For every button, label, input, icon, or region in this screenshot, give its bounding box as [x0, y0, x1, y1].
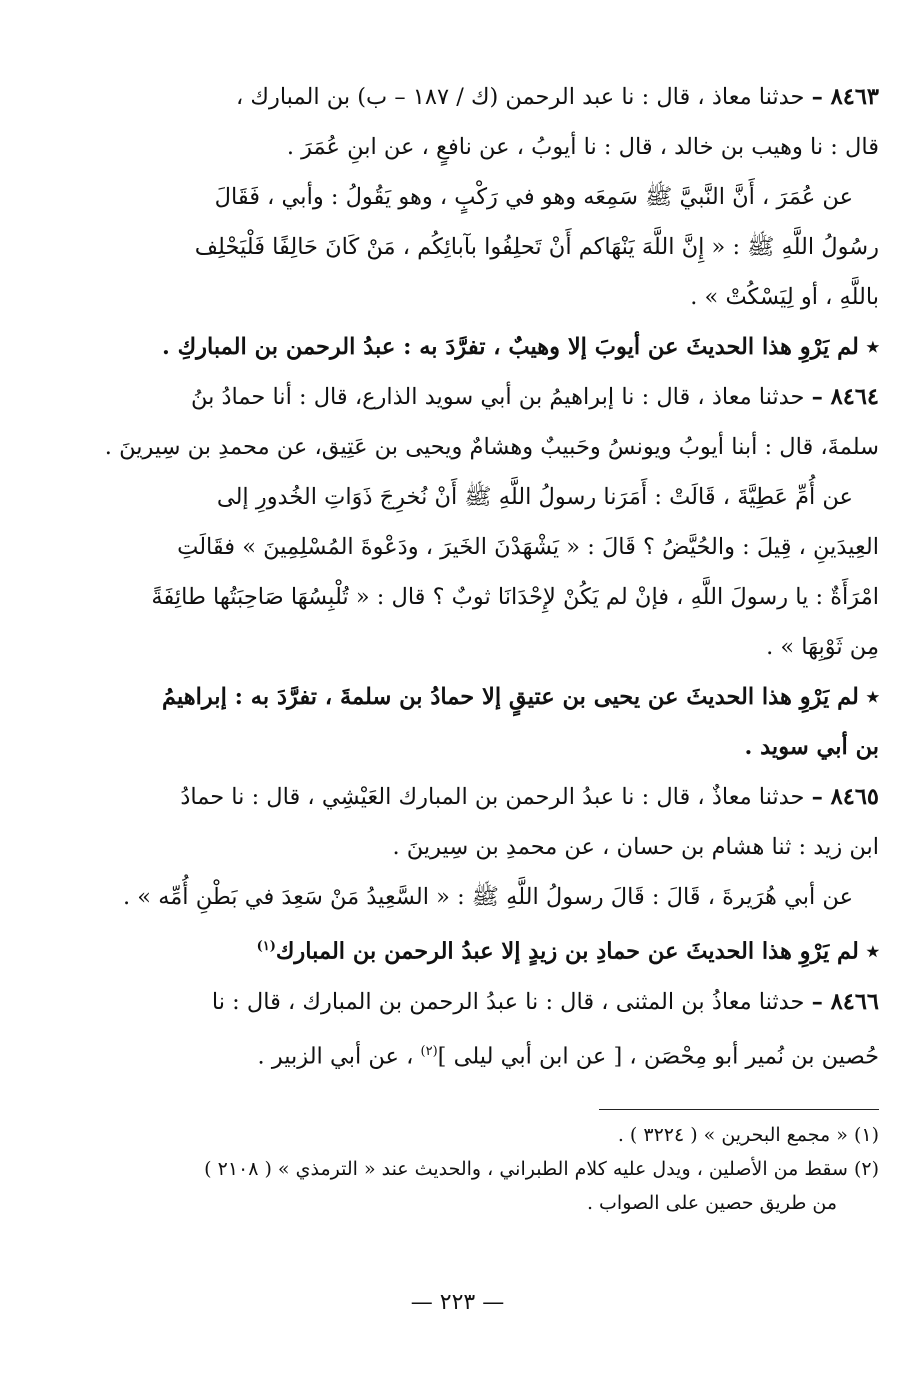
footnote-text: « مجمع البحرين » ( ٣٢٢٤ ) . — [617, 1124, 848, 1146]
hadith-8464-note-2: بن أبي سويد . — [744, 734, 879, 760]
hadith-text: حدثنا معاذُ بن المثنى ، قال : نا عبدُ الرحمن بن المبارك ، قال : نا — [211, 988, 805, 1015]
hadith-8465-line-1 — [44, 772, 879, 822]
hadith-number: ٨٤٦٣ – — [811, 84, 879, 110]
hadith-number: ٨٤٦٥ – — [811, 784, 879, 810]
hadith-8464-line-5: امْرَأَةٌ : يا رسولَ اللَّهِ ، فإنْ لم يَكُنْ لإِحْدَانَا ثوبٌ ؟ قال : « تُلْبِسُهَا صَاحِبَتُها طائِفَةً — [151, 584, 879, 610]
page-number: — ٢٢٣ — — [410, 1290, 505, 1315]
hadith-text-end: ، عن أبي الزبير . — [257, 1043, 421, 1069]
hadith-8464-line-3: عن أُمِّ عَطِيَّةَ ، قَالَتْ : أَمَرَنا رسولُ اللَّهِ ﷺ أَنْ نُخرِجَ ذَوَاتِ الخُدورِ إلى — [216, 484, 853, 510]
hadith-8464-line-4: العِيدَينِ ، قِيلَ : والحُيَّضُ ؟ قَالَ : « يَشْهَدْنَ الخَيرَ ، ودَعْوةَ المُسْلِمِينَ » فقَالَتِ — [177, 534, 879, 560]
hadith-8463-line-5: باللَّهِ ، أو لِيَسْكُتْ » . — [690, 284, 879, 310]
hadith-8466-line-1 — [44, 977, 879, 1027]
hadith-number: ٨٤٦٦ – — [811, 988, 879, 1015]
footnote-1 — [44, 1118, 879, 1152]
hadith-8464-line-6: مِن ثَوْبِهَا » . — [766, 634, 879, 660]
hadith-8465-note — [44, 922, 879, 977]
hadith-8465-line-2: ابن زيد : ثنا هشام بن حسان ، عن محمدِ بن سِيرينَ . — [392, 834, 879, 860]
hadith-8464-line-1 — [44, 372, 879, 422]
hadith-8465-line-3: عن أبي هُرَيرةَ ، قَالَ : قَالَ رسولُ اللَّهِ ﷺ : « السَّعِيدُ مَنْ سَعِدَ في بَطْنِ أُمِّه » . — [122, 884, 853, 910]
footnote-mark: (١) — [853, 1124, 879, 1146]
hadith-text: حدثنا معاذ ، قال : نا إبراهيمُ بن أبي سويد الذارع، قال : أنا حمادُ بنُ — [190, 384, 805, 410]
footnote-2-continuation: من طريق حصين على الصواب . — [586, 1192, 837, 1214]
hadith-text: حدثنا معاذ ، قال : نا عبد الرحمن (ك / ١٨٧ – ب) بن المبارك ، — [236, 84, 805, 110]
hadith-8463-line-4: رسُولُ اللَّهِ ﷺ : « إِنَّ اللَّهَ يَنْهَاكم أَنْ تَحلِفُوا بآبائِكُم ، مَنْ كَانَ حَالِفًا فَلْيَحْلِف — [194, 234, 879, 260]
hadith-8466-line-2 — [44, 1027, 879, 1082]
hadith-text: حُصين بن نُمير أبو مِحْصَن ، [ عن ابن أبي ليلى ] — [437, 1043, 879, 1069]
footnote-text: سقط من الأصلين ، ويدل عليه كلام الطبراني ، والحديث عند « الترمذي » ( ٢١٠٨ ) — [204, 1158, 848, 1180]
footnote-mark: (٢) — [853, 1158, 879, 1180]
hadith-text: حدثنا معاذٌ ، قال : نا عبدُ الرحمن بن المبارك العَيْشِي ، قال : نا حمادُ — [180, 784, 805, 810]
footnote-ref-1: (١) — [256, 939, 276, 954]
hadith-8463-note: ٭ لم يَرْوِ هذا الحديثَ عن أيوبَ إلا وهيبٌ ، تفرَّدَ به : عبدُ الرحمن بن المباركِ . — [161, 334, 879, 360]
footnote-2 — [44, 1152, 879, 1186]
hadith-8464-note-1: ٭ لم يَرْوِ هذا الحديثَ عن يحيى بن عتيقٍ إلا حمادُ بن سلمةَ ، تفرَّدَ به : إبراهيمُ — [162, 684, 879, 710]
hadith-8463-line-1 — [44, 72, 879, 122]
hadith-8463-line-2: قال : نا وهيب بن خالد ، قال : نا أيوبُ ، عن نافعٍ ، عن ابنِ عُمَرَ . — [286, 134, 879, 160]
hadith-8464-line-2: سلمةَ، قال : أبنا أيوبُ ويونسُ وحَبيبٌ وهشامٌ ويحيى بن عَتِيق، عن محمدِ بن سِيرينَ . — [104, 434, 879, 460]
hadith-8463-line-3: عن عُمَرَ ، أَنَّ النَّبيَّ ﷺ سَمِعَه وهو في رَكْبٍ ، وهو يَقُولُ : وأبي ، فَقَالَ — [214, 184, 853, 210]
footnote-ref-2: (٢) — [420, 1043, 438, 1059]
footnote-divider — [599, 1109, 879, 1110]
hadith-number: ٨٤٦٤ – — [811, 384, 879, 410]
note-text: ٭ لم يَرْوِ هذا الحديثَ عن حمادِ بن زيدٍ إلا عبدُ الرحمن بن المبارك — [275, 938, 879, 965]
